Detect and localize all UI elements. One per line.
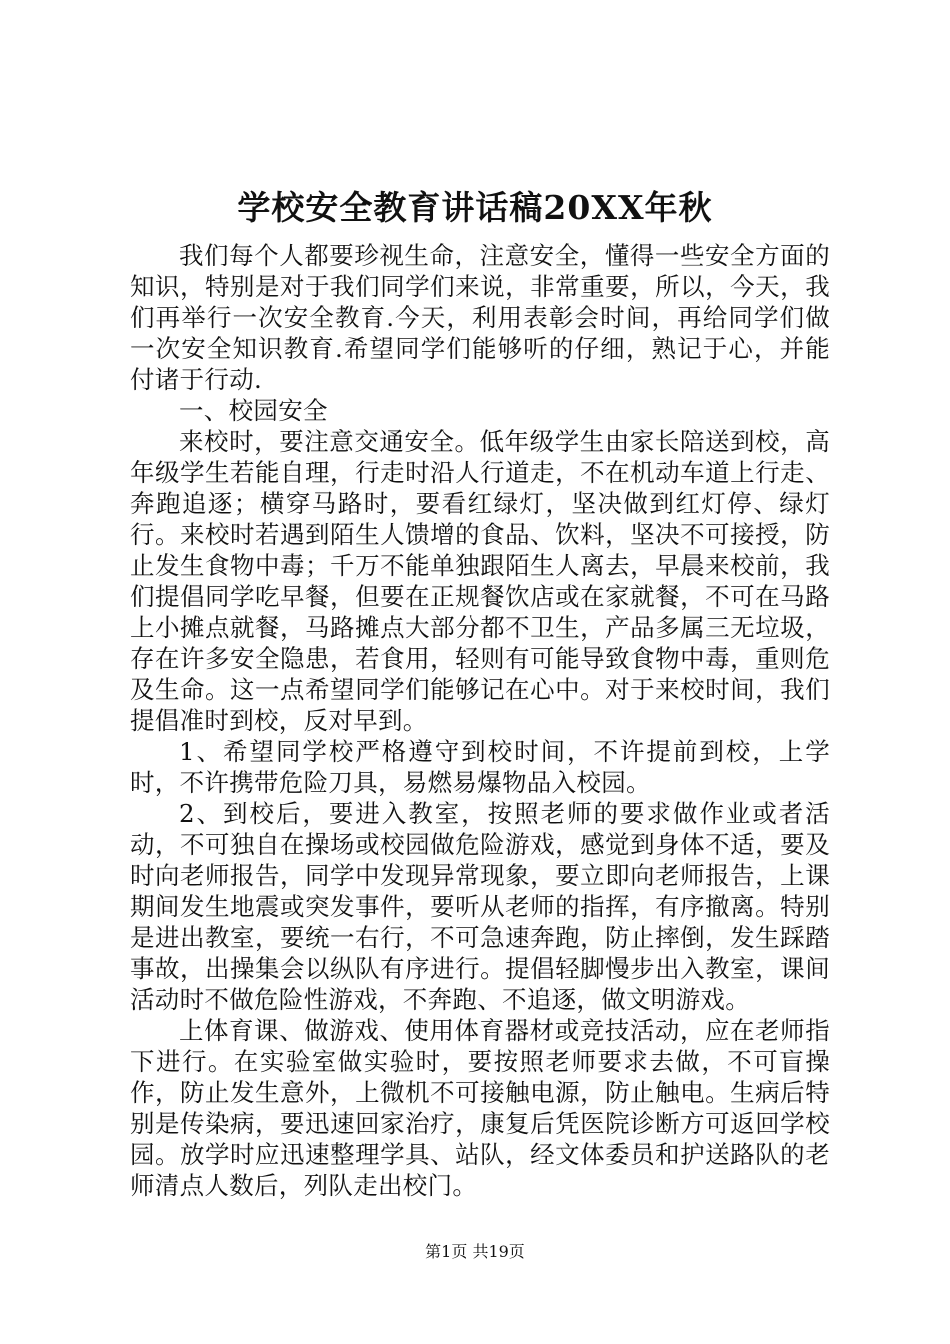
paragraph-pe-and-lab: 上体育课、做游戏、使用体育器材或竞技活动，应在老师指下进行。在实验室做实验时，要按照老师要求去做，不可盲操作，防止发生意外，上微机不可接触电源，防止触电。生病后特别是传染病，要迅速回家治疗，康复后凭医院诊断方可返回学校园。放学时应迅速整理学具、站队，经文体委员和护送路队的老师清点人数后，列队走出校门。 bbox=[130, 1016, 830, 1200]
document-title: 学校安全教育讲话稿20XX年秋 bbox=[237, 188, 713, 227]
paragraph-coming-to-school: 来校时，要注意交通安全。低年级学生由家长陪送到校，高年级学生若能自理，行走时沿人行道走，不在机动车道上行走、奔跑追逐；横穿马路时，要看红绿灯，坚决做到红灯停、绿灯行。来校时若遇到陌生人馈增的食品、饮料，坚决不可接授，防止发生食物中毒；千万不能单独跟陌生人离去，早晨来校前，我们提倡同学吃早餐，但要在正规餐饮店或在家就餐，不可在马路上小摊点就餐，马路摊点大部分都不卫生，产品多属三无垃圾，存在许多安全隐患，若食用，轻则有可能导致食物中毒，重则危及生命。这一点希望同学们能够记在心中。对于来校时间，我们提倡准时到校，反对早到。 bbox=[130, 427, 830, 735]
page-number-footer: 第1页 共19页 bbox=[425, 1242, 525, 1261]
paragraph-item-2: 2、到校后，要进入教室，按照老师的要求做作业或者活动，不可独自在操场或校园做危险游戏，感觉到身体不适，要及时向老师报告，同学中发现异常现象，要立即向老师报告，上课期间发生地震或突发事件，要听从老师的指挥，有序撤离。特别是进出教室，要统一右行，不可急速奔跑，防止摔倒，发生踩踏事故，出操集会以纵队有序进行。提倡轻脚慢步出入教室，课间活动时不做危险性游戏，不奔跑、不追逐，做文明游戏。 bbox=[130, 799, 830, 1014]
section-heading-campus-safety: 一、校园安全 bbox=[179, 396, 328, 425]
paragraph-intro: 我们每个人都要珍视生命，注意安全，懂得一些安全方面的知识，特别是对于我们同学们来说，非常重要，所以，今天，我们再举行一次安全教育.今天，利用表彰会时间，再给同学们做一次安全知识教育.希望同学们能够听的仔细，熟记于心，并能付诸于行动. bbox=[130, 241, 830, 394]
paragraph-item-1: 1、希望同学校严格遵守到校时间，不许提前到校，上学时，不许携带危险刀具，易燃易爆物品入校园。 bbox=[130, 737, 830, 797]
document-body bbox=[130, 240, 830, 1201]
